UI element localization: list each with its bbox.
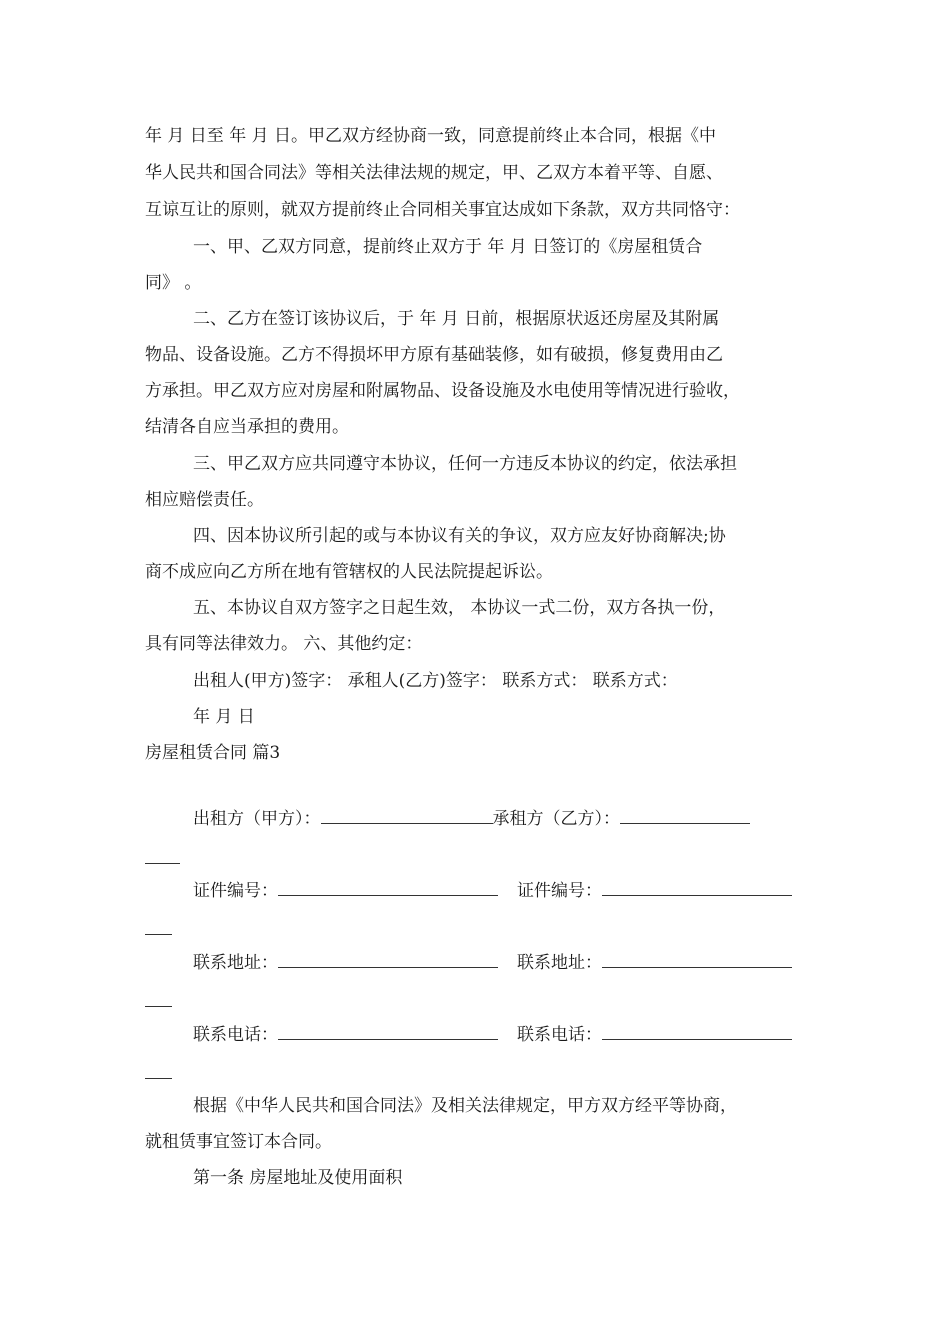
id-label-b: 证件编号： bbox=[517, 881, 602, 901]
clause-1-l1: 一、甲、乙双方同意，提前终止双方于 年 月 日签订的《房屋租赁合 bbox=[193, 237, 703, 257]
phone-label-a: 联系电话： bbox=[193, 1025, 278, 1045]
section-title: 房屋租赁合同 篇3 bbox=[145, 743, 281, 763]
clause-2-l1: 二、乙方在签订该协议后，于 年 月 日前，根据原状返还房屋及其附属 bbox=[193, 309, 720, 329]
address-label-a: 联系地址： bbox=[193, 953, 278, 973]
preamble-l1: 根据《中华人民共和国合同法》及相关法律规定，甲方双方经平等协商， bbox=[193, 1096, 737, 1116]
clause-3-l1: 三、甲乙双方应共同遵守本协议，任何一方违反本协议的约定，依法承担 bbox=[193, 454, 737, 474]
address-blank-b[interactable] bbox=[602, 952, 792, 968]
lessor-field bbox=[193, 807, 750, 831]
address-field-a bbox=[193, 951, 498, 975]
date-line: 年 月 日 bbox=[193, 707, 255, 727]
lessor-blank[interactable] bbox=[321, 808, 493, 824]
phone-field-b bbox=[517, 1023, 792, 1047]
clause-2-l4: 结清各自应当承担的费用。 bbox=[145, 417, 349, 437]
para-termination-l3: 互谅互让的原则，就双方提前终止合同相关事宜达成如下条款，双方共同恪守： bbox=[145, 200, 740, 220]
phone-label-b: 联系电话： bbox=[517, 1025, 602, 1045]
id-blank-continuation bbox=[145, 934, 172, 935]
article-1-heading: 第一条 房屋地址及使用面积 bbox=[193, 1168, 403, 1188]
clause-2-l2: 物品、设备设施。乙方不得损坏甲方原有基础装修，如有破损，修复费用由乙 bbox=[145, 345, 723, 365]
lessee-label: 承租方（乙方）： bbox=[492, 809, 620, 829]
phone-blank-a[interactable] bbox=[278, 1024, 498, 1040]
phone-blank-continuation bbox=[145, 1078, 172, 1079]
para-termination-l1: 年 月 日至 年 月 日。甲乙双方经协商一致，同意提前终止本合同，根据《中 bbox=[145, 126, 717, 146]
phone-field-a bbox=[193, 1023, 498, 1047]
clause-4-l2: 商不成应向乙方所在地有管辖权的人民法院提起诉讼。 bbox=[145, 562, 553, 582]
phone-blank-b[interactable] bbox=[602, 1024, 792, 1040]
address-label-b: 联系地址： bbox=[517, 953, 602, 973]
preamble-l2: 就租赁事宜签订本合同。 bbox=[145, 1132, 332, 1152]
id-blank-a[interactable] bbox=[278, 880, 498, 896]
id-number-field-a bbox=[193, 879, 498, 903]
id-blank-b[interactable] bbox=[602, 880, 792, 896]
address-blank-a[interactable] bbox=[278, 952, 498, 968]
address-blank-continuation bbox=[145, 1006, 172, 1007]
clause-2-l3: 方承担。甲乙双方应对房屋和附属物品、设备设施及水电使用等情况进行验收， bbox=[145, 381, 740, 401]
clause-3-l2: 相应赔偿责任。 bbox=[145, 490, 264, 510]
clause-1-l2: 同》 。 bbox=[145, 273, 202, 293]
id-number-field-b bbox=[517, 879, 792, 903]
signature-line: 出租人(甲方)签字： 承租人(乙方)签字： 联系方式： 联系方式： bbox=[193, 671, 678, 691]
clause-5-l1: 五、本协议自双方签字之日起生效， 本协议一式二份，双方各执一份， bbox=[193, 598, 726, 618]
lessor-label: 出租方（甲方）： bbox=[193, 809, 321, 829]
clause-5-l2: 具有同等法律效力。 六、其他约定： bbox=[145, 634, 423, 654]
id-label-a: 证件编号： bbox=[193, 881, 278, 901]
address-field-b bbox=[517, 951, 792, 975]
para-termination-l2: 华人民共和国合同法》等相关法律法规的规定，甲、乙双方本着平等、自愿、 bbox=[145, 163, 723, 183]
lessee-blank-continuation bbox=[145, 863, 180, 864]
clause-4-l1: 四、因本协议所引起的或与本协议有关的争议，双方应友好协商解决;协 bbox=[193, 526, 726, 546]
lessee-blank[interactable] bbox=[620, 808, 750, 824]
